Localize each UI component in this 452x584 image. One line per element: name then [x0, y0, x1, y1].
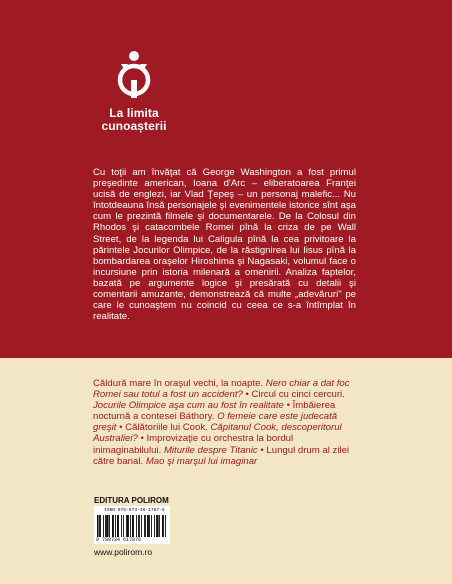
barcode-bar — [107, 515, 109, 537]
blurb-title-segment: O femeie care este judecată greşit — [93, 411, 338, 434]
barcode-bar — [148, 515, 149, 537]
barcode-bar — [128, 515, 129, 537]
barcode-bar — [138, 515, 139, 537]
barcode-bar — [141, 515, 142, 537]
book-description: Cu toţii am învăţat că George Washington a fost primul preşedinte american, Ioana d'Arc – eliberatoarea Franţei ucisă de englezi, iar Vlad Ţepeş – un personaj malefic... Nu întotdeauna însă personajele şi evenimentele istorice sînt aşa cum le prezintă filmele şi documentarele. De la Colosul din Rhodos şi catacombele Romei pînă la criza de pe Wall Street, de la legenda lui Caligula pînă la cea privitoare la părintele Jocurilor Olimpice, de la răstignirea lui Iisus pînă la bombardarea oraşelor Hiroshima şi Nagasaki, volumul face o incursiune prin istoria milenară a omenirii. Analiza faptelor, bazată pe argumente logice şi presărată cu detalii şi comentarii amuzante, demonstrează că multe „adevăruri" pe care le cunoaştem nu coincid cu ceea ce s-a întîmplat în realitate. — [93, 167, 356, 323]
barcode-bar — [151, 515, 152, 537]
barcode-bar — [136, 515, 137, 537]
barcode-bar — [118, 515, 119, 537]
barcode-bar — [165, 515, 166, 537]
barcode-bar — [100, 515, 101, 537]
barcode-bar — [97, 515, 99, 537]
blurb-text-segment: • Circul cu cinci cercuri. — [242, 389, 345, 401]
barcode-bar — [99, 515, 100, 537]
barcode-bar — [113, 515, 114, 537]
barcode-bar — [130, 515, 131, 537]
barcode-bar — [106, 515, 107, 537]
barcode-bar — [144, 515, 145, 537]
isbn-number: ISBN 978-973-46-1787-6 — [104, 508, 165, 513]
barcode-bar — [121, 515, 122, 537]
barcode-bar — [123, 515, 124, 537]
blurb-title-segment: Căpitanul Cook, descoperitorul Australiei? — [93, 422, 342, 445]
blurb-text-segment: • Călătoriile lui Cook. — [116, 422, 211, 434]
barcode-bar — [103, 515, 104, 537]
barcode-digits: 9 789734 617876 — [96, 537, 142, 543]
barcode-bar — [157, 515, 159, 537]
blurb-title-segment: Mao şi marşul lui imaginar — [145, 455, 258, 467]
blurb-title-segment: Jocurile Olimpice aşa cum au fost în realitate — [93, 400, 284, 412]
barcode-bar — [126, 515, 127, 537]
series-logo — [91, 49, 177, 145]
blurb-text-segment: • Improvizaţie cu orchestra la bordul inimaginabilului. — [93, 433, 294, 456]
barcode-bar — [109, 515, 110, 537]
person-circle-logo-icon — [112, 49, 156, 101]
blurb-title-segment: Miturile despre Titanic — [163, 444, 258, 456]
series-name-line2: cunoașterii — [101, 119, 167, 133]
blurb-text-segment: • Îmbăierea nocturnă a contesei Báthory. — [93, 400, 336, 423]
series-name-line1: La limita — [109, 106, 159, 120]
isbn-barcode — [94, 506, 170, 544]
barcode-bar — [156, 515, 157, 537]
blurb-title-segment: Nero chiar a dat foc Romei sau totul a fost un accident? — [93, 378, 350, 401]
barcode-bar — [105, 515, 106, 537]
barcode-bar — [163, 515, 164, 537]
barcode-bar — [159, 515, 160, 537]
barcode-bar — [149, 515, 150, 537]
barcode-bar — [139, 515, 140, 537]
chapter-blurb — [93, 378, 358, 467]
barcode-bar — [145, 515, 146, 537]
publisher-name: EDITURA POLIROM — [94, 496, 169, 505]
blurb-text-segment: Căldură mare în oraşul vechi, la noapte. — [93, 378, 266, 389]
series-name — [91, 107, 177, 133]
blurb-text-segment: • Lungul drum al zilei către banal. — [93, 444, 350, 467]
barcode-bar — [115, 515, 116, 537]
barcode-bar — [154, 515, 155, 537]
barcode-bar — [133, 515, 134, 537]
publisher-website: www.polirom.ro — [94, 547, 153, 557]
barcode-graphic — [97, 515, 167, 537]
